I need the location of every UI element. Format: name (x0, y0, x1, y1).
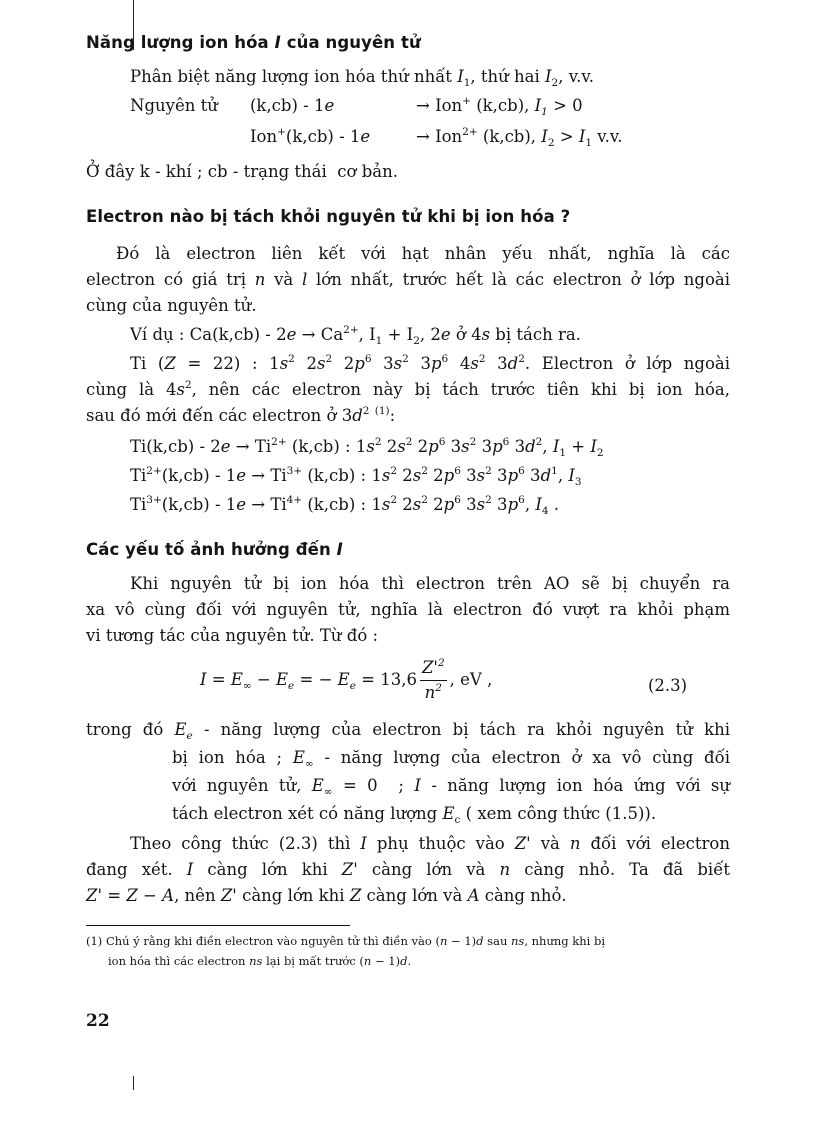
where-line: tách electron xét có năng lượng $E_c$ ( xem công thức (1.5)). (172, 804, 657, 826)
paragraph-line: sau đó mới đến các electron ở $3d^2$ $^{(1)}$: (86, 405, 396, 425)
paragraph-line: đang xét. I càng lớn khi Z' càng lớn và n càng nhỏ. Ta đã biết (86, 860, 730, 879)
ionization-equation-ti4: $Ti^{3+}(k,cb) - 1e \to Ti^{4+}$ (k,cb) : $1s^2$ $2s^2$ $2p^6$ $3s^2$ $3p^6$, $I_4$ . (130, 494, 560, 517)
where-line: với nguyên tử, $E_\infty = 0$ ; I - năng lượng ion hóa ứng với sự (172, 776, 730, 798)
section-heading-ionization-energy: Năng lượng ion hóa I của nguyên tử (86, 33, 421, 52)
section-heading-factors: Các yếu tố ảnh hưởng đến I (86, 540, 343, 559)
example-line: Ví dụ : $Ca(k,cb) - 2e \to Ca^{2+}$, $I_1 + I_2$, 2e ở 4s bị tách ra. (130, 324, 581, 347)
paragraph-line: electron có giá trị n và l lớn nhất, trước hết là các electron ở lớp ngoài (86, 270, 730, 289)
where-line: trong đó $E_e$ - năng lượng của electron bị tách ra khỏi nguyên tử khi (86, 720, 730, 742)
paragraph-line: Đó là electron liên kết với hạt nhân yếu nhất, nghĩa là các (116, 244, 730, 263)
paragraph-line: cùng của nguyên tử. (86, 296, 257, 315)
reaction-row-2-left: Ion+(k,cb) - 1e (250, 126, 371, 146)
paragraph-line: Z' = Z − A, nên Z' càng lớn khi Z càng lớn và A càng nhỏ. (86, 886, 567, 905)
section-heading-which-electron: Electron nào bị tách khỏi nguyên tử khi bị ion hóa ? (86, 207, 571, 226)
paragraph-line: Theo công thức (2.3) thì I phụ thuộc vào Z' và n đối với electron (130, 834, 730, 853)
where-line: bị ion hóa ; $E_\infty$ - năng lượng của electron ở xa vô cùng đối (172, 748, 730, 770)
paragraph-line: Khi nguyên tử bị ion hóa thì electron trên AO sẽ bị chuyển ra (130, 574, 730, 593)
paragraph-line: vi tương tác của nguyên tử. Từ đó : (86, 626, 379, 645)
page-number: 22 (86, 1011, 110, 1031)
reaction-row-1-left: (k,cb) - 1e (250, 96, 335, 115)
notation-note: Ở đây k - khí ; cb - trạng thái cơ bản. (86, 162, 398, 181)
ionization-energy-formula: $I = E_\infty - E_e$ = − $E_e = 13,6$ $\frac{Z'^2}{n^2}$ , eV , (200, 657, 493, 702)
ionization-equation-ti2: $Ti(k,cb) - 2e \to Ti^{2+}$ (k,cb) : $1s^2$ $2s^2$ $2p^6$ $3s^2$ $3p^6$ $3d^2$, $I_1 + I_2$ (130, 436, 604, 459)
paragraph-line: Ti (Z = 22) : $1s^2$ $2s^2$ $2p^6$ $3s^2$ $3p^6$ $4s^2$ $3d^2$. Electron ở lớp ngoài (130, 353, 731, 373)
footnote-rule (86, 925, 350, 926)
formula-number: (2.3) (648, 676, 688, 695)
paragraph-line: xa vô cùng đối với nguyên tử, nghĩa là electron đó vượt ra khỏi phạm (86, 600, 730, 619)
scan-artifact-line-bottom (133, 1076, 134, 1090)
footnote-line-1: (1) Chú ý rằng khi điền electron vào nguyên tử thì điền vào (n − 1)d sau ns, nhưng khi bị (86, 934, 606, 948)
ionization-equation-ti3: $Ti^{2+}(k,cb) - 1e \to Ti^{3+}$ (k,cb) : $1s^2$ $2s^2$ $2p^6$ $3s^2$ $3p^6$ $3d^1$, $I_3$ (130, 465, 582, 488)
reaction-row-1-label: Nguyên tử (130, 96, 218, 115)
reaction-row-2-right: → Ion$^{2+}$ (k,cb), $I_2 > I_1$ v.v. (416, 126, 623, 149)
footnote-line-2: ion hóa thì các electron ns lại bị mất trước (n − 1)d. (108, 954, 412, 968)
reaction-row-1-right: → Ion+ (k,cb), $I_1 > 0$ (416, 95, 583, 118)
intro-line: Phân biệt năng lượng ion hóa thứ nhất $I_1$, thứ hai $I_2$, v.v. (130, 67, 594, 89)
paragraph-line: cùng là $4s^2$, nên các electron này bị tách trước tiên khi bị ion hóa, (86, 379, 730, 399)
